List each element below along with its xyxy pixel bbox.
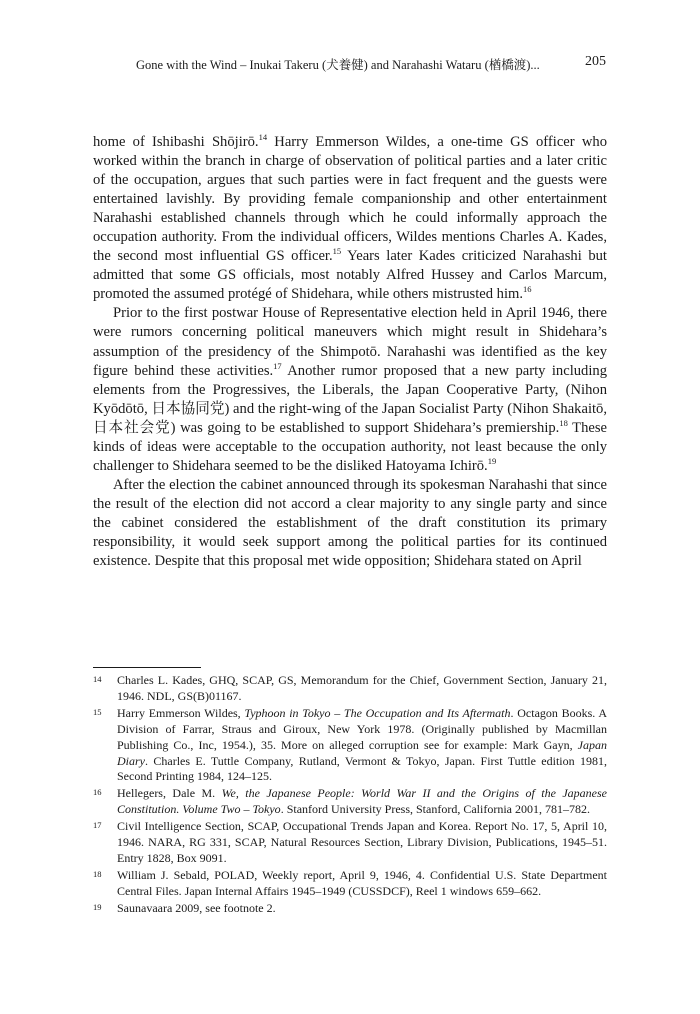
footnote-number: 19 (93, 901, 102, 912)
footnote-text (117, 819, 607, 867)
text-run: After the election the cabinet announced through its spokesman Narahashi that since the result of the election did not accord a clear majority to any single party and since the cabinet considered the establishment of the draft constitution its primary responsibility, it would seek support among the political parties for its continued existence. Despite that this proposal met wide opposition; Shidehara stated on April (93, 476, 607, 570)
footnote-text (117, 706, 607, 786)
text-run: Charles L. Kades, GHQ, SCAP, GS, Memorandum for the Chief, Government Section, January 21, 1946. NDL, GS(B)01167. (117, 673, 607, 703)
footnote-text (117, 673, 607, 705)
italic-title: Japan Diary (117, 737, 607, 768)
text-run: William J. Sebald, POLAD, Weekly report, April 9, 1946, 4. Confidential U.S. State Department Central Files. Japan Internal Affairs 1945–1949 (CUSSDCF), Reel 1 windows 659–662. (117, 867, 607, 898)
footnote (93, 868, 607, 900)
footnote-ref: 15 (332, 246, 342, 257)
footnote (93, 673, 607, 705)
footnote (93, 819, 607, 867)
text-run: home of Ishibashi Shōjirō. (93, 134, 259, 150)
footnote-number: 18 (93, 868, 102, 879)
text-run: . Charles E. Tuttle Company, Rutland, Vermont & Tokyo, Japan. First Tuttle edition 1981, Second Printing 1984, 124–125. (117, 753, 607, 784)
text-run: Harry Emmerson Wildes, a one-time GS officer who worked within the branch in charge of observation of political parties and a later critic of the occupation, argues that such parties were in fact frequent and the guests were entertained lavishly. By providing female companionship and other entertainment Narahashi established channels through which he could informally approach the occupation authority. From the individual officers, Wildes mentions Charles A. Kades, the second most influential GS officer. (93, 134, 607, 265)
italic-title: Typhoon in Tokyo – The Occupation and Its Aftermath (244, 705, 511, 720)
paragraph (93, 133, 607, 304)
main-text (93, 133, 607, 571)
italic-title: We, the Japanese People: World War II and the Origins of the Japanese Constitution. Volume Two – Tokyo (117, 786, 607, 817)
footnote-number: 16 (93, 787, 102, 798)
footnote (93, 706, 607, 786)
text-run: Saunavaara 2009, see footnote 2. (117, 900, 276, 915)
footnote-ref: 14 (258, 132, 268, 142)
footnote-separator (93, 667, 201, 668)
footnote-text (117, 901, 607, 917)
text-run: These kinds of ideas were acceptable to the occupation authority, not least because the only challenger to Shidehara seemed to be the disliked Hatoyama Ichirō. (93, 419, 607, 474)
paragraph (93, 304, 607, 475)
text-run: . Stanford University Press, Stanford, California 2001, 781–782. (280, 802, 590, 817)
text-run: Harry Emmerson Wildes, (117, 705, 245, 720)
text-run: Prior to the first postwar House of Representative election held in April 1946, there were rumors concerning political maneuvers which might result in Shidehara’s assumption of the presidency of the Shimpotō. Narahashi was identified as the key figure behind these activities. (93, 305, 607, 379)
running-title: Gone with the Wind – Inukai Takeru (犬養健) and Narahashi Wataru (楢橋渡)... (136, 58, 540, 72)
text-run: Years later Kades criticized Narahashi but admitted that some GS officials, most notably Alfred Hussey and Carlos Marcum, promoted the assumed protégé of Shidehara, while others mistrusted him. (93, 248, 607, 303)
footnote-ref: 18 (559, 417, 568, 428)
footnote-number: 14 (93, 674, 102, 684)
text-run: Hellegers, Dale M. (117, 786, 222, 801)
footnote (93, 901, 607, 917)
footnote-ref: 19 (487, 455, 497, 466)
footnote-text (117, 868, 607, 900)
text-run: . Octagon Books. A Division of Farrar, Straus and Giroux, New York 1978. (Originally published by Macmillan Publishing Co., Inc, 1954.), 35. More on alleged corruption see for example: Mark Gayn, (117, 705, 607, 752)
footnote-number: 15 (93, 706, 102, 717)
text-run: Another rumor proposed that a new party including elements from the Progressives, the Liberals, the Japan Cooperative Party, (Nihon Kyōdōtō, 日本協同党) and the right-wing of the Japan Socialist Party (Nihon Shakaitō, 日本社会党) was going to be established to support Shidehara’s premiership. (93, 362, 608, 436)
text-run: Civil Intelligence Section, SCAP, Occupational Trends Japan and Korea. Report No. 17, 5, April 10, 1946. NARA, RG 331, SCAP, Natural Resources Section, Library Division, Publications, 1945–51. Entry 1828, Box 9091. (117, 819, 607, 865)
paragraph (93, 476, 607, 571)
footnote-ref: 16 (523, 284, 532, 295)
footnote-number: 17 (93, 820, 102, 831)
page-number: 205 (585, 54, 606, 69)
footnote-text (117, 786, 607, 818)
footnotes-section (93, 673, 607, 918)
footnote-ref: 17 (273, 360, 282, 371)
footnote (93, 786, 607, 818)
